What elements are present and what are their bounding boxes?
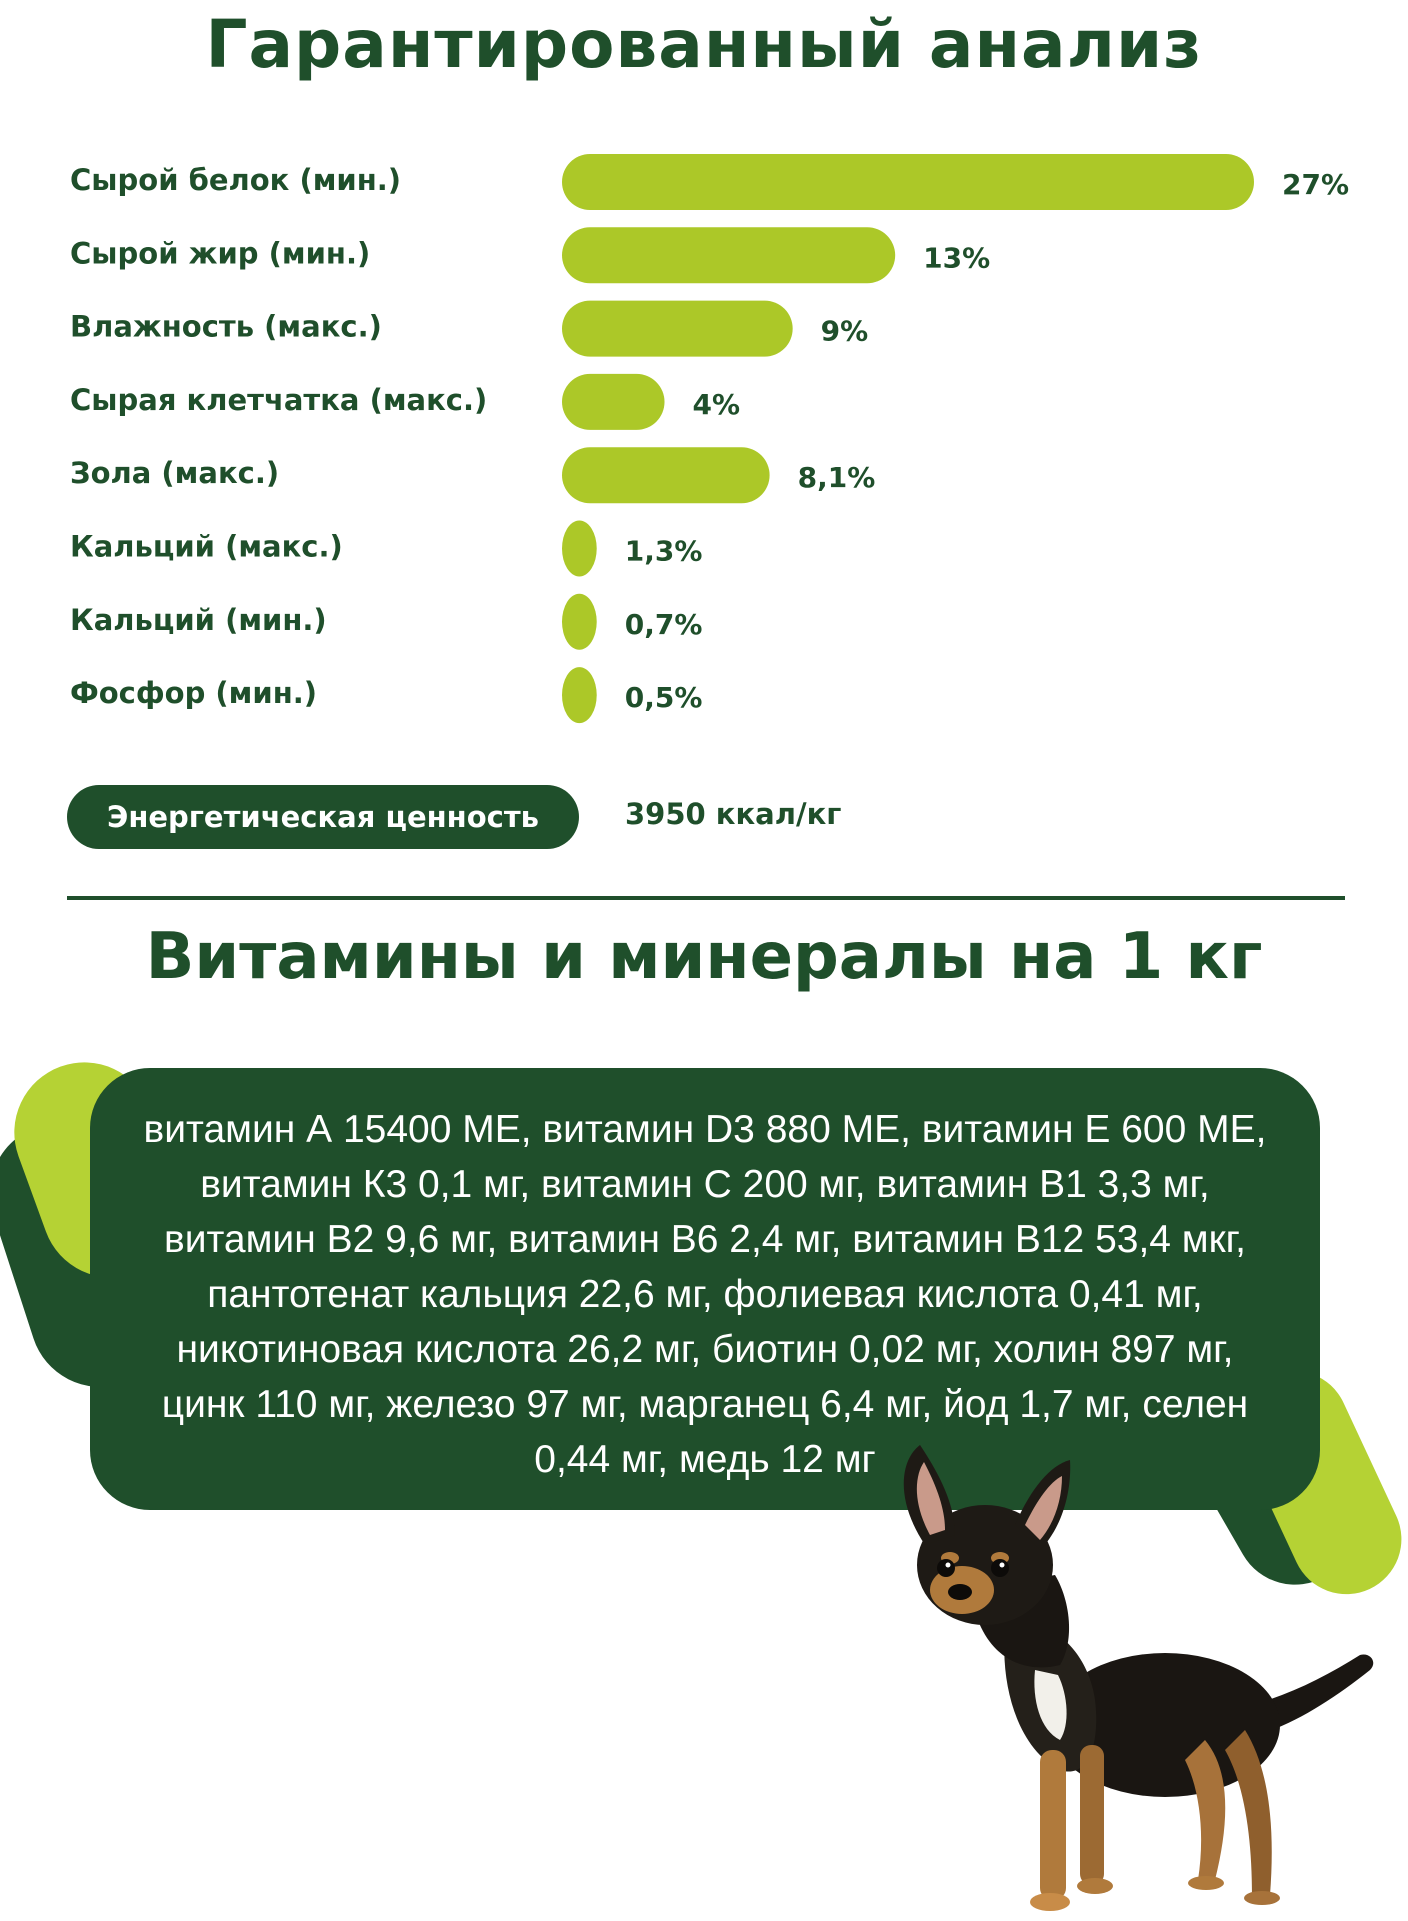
vitamins-line: 0,44 мг, медь 12 мг [534, 1438, 876, 1481]
vitamins-line: витамин К3 0,1 мг, витамин С 200 мг, витамин В1 3,3 мг, [200, 1163, 1210, 1206]
vitamins-line: никотиновая кислота 26,2 мг, биотин 0,02 мг, холин 897 мг, [176, 1328, 1234, 1371]
page-title: Гарантированный анализ [205, 6, 1203, 83]
value-label: 0,5% [624, 681, 703, 715]
category-label: Фосфор (мин.) [70, 676, 318, 711]
value-label: 27% [1282, 168, 1350, 201]
energy-label-pill: Энергетическая ценность [67, 785, 579, 849]
bar [562, 521, 597, 577]
bar [562, 594, 597, 650]
bar [562, 154, 1254, 210]
category-label: Влажность (макс.) [70, 309, 382, 344]
category-label: Кальций (макс.) [70, 529, 343, 564]
value-label: 13% [923, 241, 991, 275]
value-label: 8,1% [797, 461, 876, 495]
energy-value: 3950 ккал/кг [625, 797, 842, 831]
vitamins-line: витамин А 15400 МЕ, витамин D3 880 МЕ, витамин Е 600 МЕ, [143, 1108, 1267, 1151]
category-label: Сырой жир (мин.) [70, 236, 371, 271]
category-label: Сырой белок (мин.) [70, 163, 402, 197]
category-label: Зола (макс.) [70, 456, 280, 491]
bar [562, 374, 665, 430]
value-label: 1,3% [624, 534, 703, 568]
value-label: 9% [820, 314, 869, 348]
category-label: Кальций (мин.) [70, 602, 327, 637]
value-label: 0,7% [624, 607, 703, 641]
nutrient-bar-chart [0, 130, 1408, 750]
vitamins-title: Витамины и минералы на 1 кг [145, 920, 1263, 994]
chihuahua-dog-image [900, 1440, 1408, 1921]
value-label: 4% [692, 387, 741, 421]
category-label: Сырая клетчатка (макс.) [70, 382, 488, 417]
vitamins-line: пантотенат кальция 22,6 мг, фолиевая кислота 0,41 мг, [207, 1273, 1203, 1316]
vitamins-line: цинк 110 мг, железо 97 мг, марганец 6,4 мг, йод 1,7 мг, селен [161, 1383, 1249, 1426]
section-divider [67, 896, 1345, 900]
bar [562, 301, 793, 357]
bar [562, 227, 895, 283]
vitamins-line: витамин В2 9,6 мг, витамин В6 2,4 мг, витамин В12 53,4 мкг, [164, 1218, 1246, 1261]
vitamins-text [110, 1102, 1300, 1487]
bar [562, 447, 770, 503]
bar [562, 667, 597, 723]
